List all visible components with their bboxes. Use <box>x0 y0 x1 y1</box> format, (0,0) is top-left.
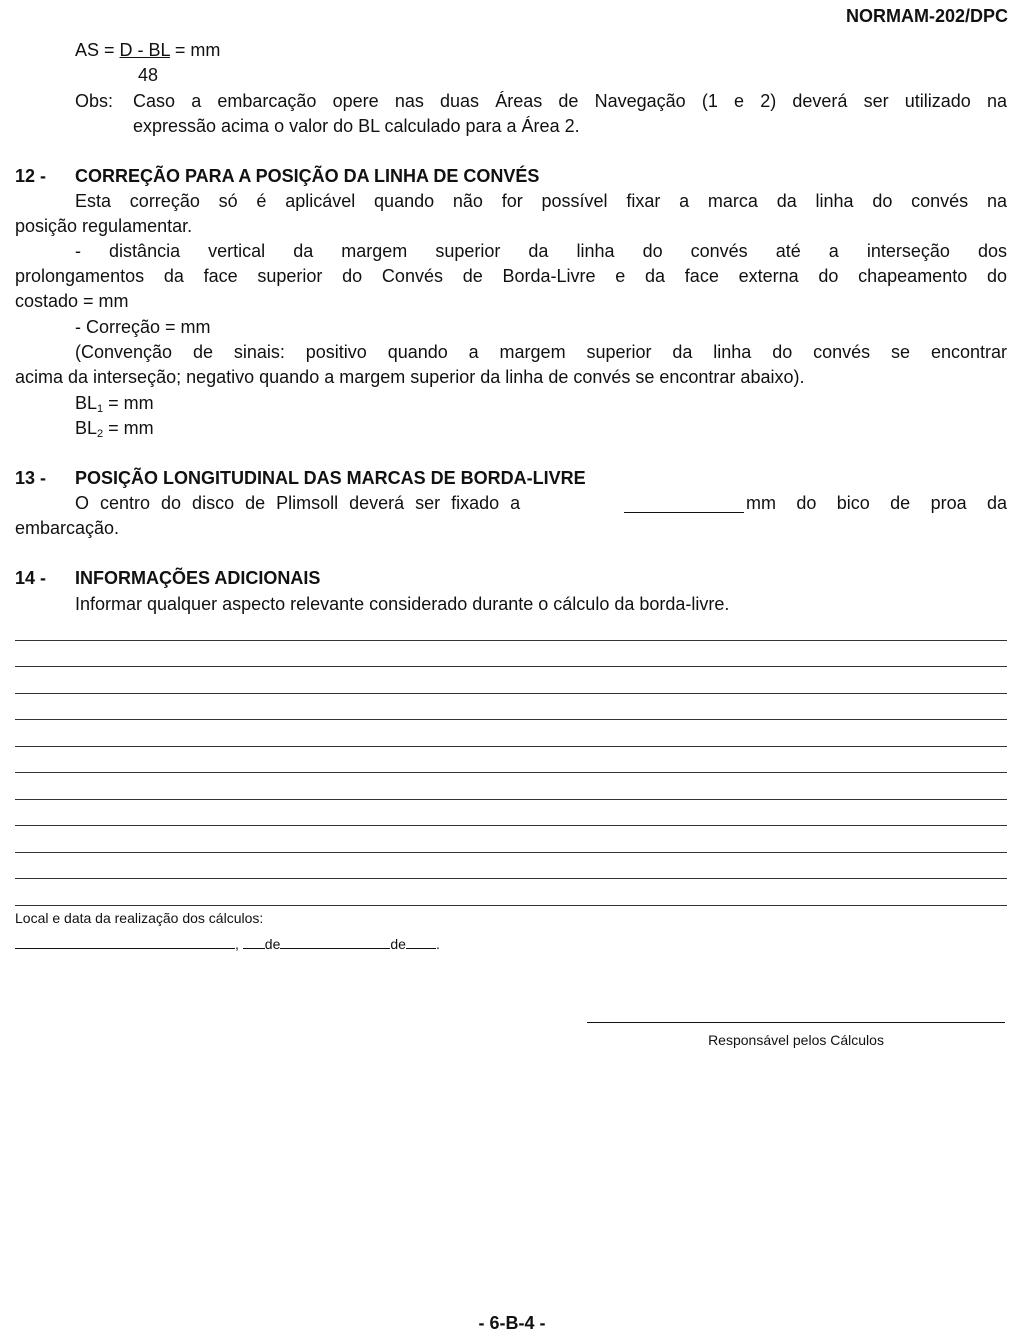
section12-p2-line3: costado = mm <box>15 291 129 311</box>
section13-line1-end: mm do bico de proa da <box>746 493 1007 513</box>
obs-text-line1 <box>133 89 1007 114</box>
page-number: - 6-B-4 - <box>478 1313 546 1333</box>
writing-line[interactable] <box>15 878 1007 879</box>
obs-label: Obs: <box>75 91 114 111</box>
bl1-prefix: BL <box>75 393 98 413</box>
writing-line[interactable] <box>15 799 1007 800</box>
section12-p3-line2: acima da interseção; negativo quando a margem superior da linha de convés se encontrar abaixo). <box>15 367 805 387</box>
de-label-2: de <box>390 936 406 952</box>
section12-correcao: - Correção = mm <box>75 317 211 337</box>
comma: , <box>235 936 239 952</box>
section12-p3-line1: (Convenção de sinais: positivo quando a margem superior da linha do convés se encontrar <box>75 342 1007 362</box>
section12-p2-line2: prolongamentos da face superior do Convés de Borda-Livre e da face externa do chapeamento do <box>15 266 1007 286</box>
writing-line[interactable] <box>15 852 1007 853</box>
formula-lhs: AS = <box>75 40 120 60</box>
document-id: NORMAM-202/DPC <box>845 6 1008 26</box>
writing-line[interactable] <box>15 772 1007 773</box>
month-blank[interactable] <box>280 934 390 949</box>
writing-line[interactable] <box>15 666 1007 667</box>
obs-line1: Caso a embarcação opere nas duas Áreas de Navegação (1 e 2) deverá ser utilizado na <box>133 91 1007 111</box>
bl1-suffix: = mm <box>103 393 154 413</box>
plimsoll-distance-blank[interactable] <box>624 495 744 513</box>
local-blank[interactable] <box>15 934 235 949</box>
bl1-subscript: 1 <box>97 403 104 415</box>
signature-line[interactable] <box>587 1022 1005 1023</box>
obs-line2: expressão acima o valor do BL calculado para a Área 2. <box>133 116 580 136</box>
section13-number: 13 - <box>15 468 47 488</box>
section12-p3-row1 <box>75 340 1007 365</box>
section14-title: INFORMAÇÕES ADICIONAIS <box>75 568 321 588</box>
local-data-label: Local e data da realização dos cálculos: <box>15 910 264 926</box>
section13-line2: embarcação. <box>15 518 120 538</box>
formula-eq: = mm <box>169 40 221 60</box>
section12-p1-line1: Esta correção só é aplicável quando não for possível fixar a marca da linha do convés na <box>75 191 1007 211</box>
writing-line[interactable] <box>15 719 1007 720</box>
bl2-prefix: BL <box>75 418 98 438</box>
section12-title: CORREÇÃO PARA A POSIÇÃO DA LINHA DE CONVÉS <box>75 166 540 186</box>
formula-denominator: 48 <box>138 65 159 85</box>
section12-p1-row1 <box>75 189 1007 214</box>
section12-number: 12 - <box>15 166 47 186</box>
section13-line1-text: O centro do disco de Plimsoll deverá ser fixado a <box>75 493 521 513</box>
formula-line <box>75 38 220 63</box>
local-data-fields <box>15 932 440 957</box>
section13-line1-start <box>75 491 520 516</box>
writing-line[interactable] <box>15 825 1007 826</box>
section14-text: Informar qualquer aspecto relevante considerado durante o cálculo da borda-livre. <box>75 594 730 614</box>
writing-line[interactable] <box>15 746 1007 747</box>
bl2-suffix: = mm <box>103 418 154 438</box>
day-blank[interactable] <box>243 934 265 949</box>
writing-line[interactable] <box>15 640 1007 641</box>
bl2-subscript: 2 <box>97 428 104 440</box>
section14-number: 14 - <box>15 568 47 588</box>
section12-p2-row2 <box>15 264 1007 289</box>
section13-title: POSIÇÃO LONGITUDINAL DAS MARCAS DE BORDA-LIVRE <box>75 468 586 488</box>
period: . <box>435 936 440 952</box>
section12-p2-row1 <box>75 239 1007 264</box>
section13-line1-end-row <box>746 491 1007 516</box>
year-blank[interactable] <box>406 934 436 949</box>
bl2-line <box>75 416 154 447</box>
signature-label: Responsável pelos Cálculos <box>708 1032 884 1048</box>
section12-p1-line2: posição regulamentar. <box>15 216 193 236</box>
de-label-1: de <box>264 936 281 952</box>
writing-line[interactable] <box>15 693 1007 694</box>
section12-p2-line1: - distância vertical da margem superior da linha do convés até a interseção dos <box>75 241 1007 261</box>
formula-numerator: D - BL <box>119 40 170 60</box>
